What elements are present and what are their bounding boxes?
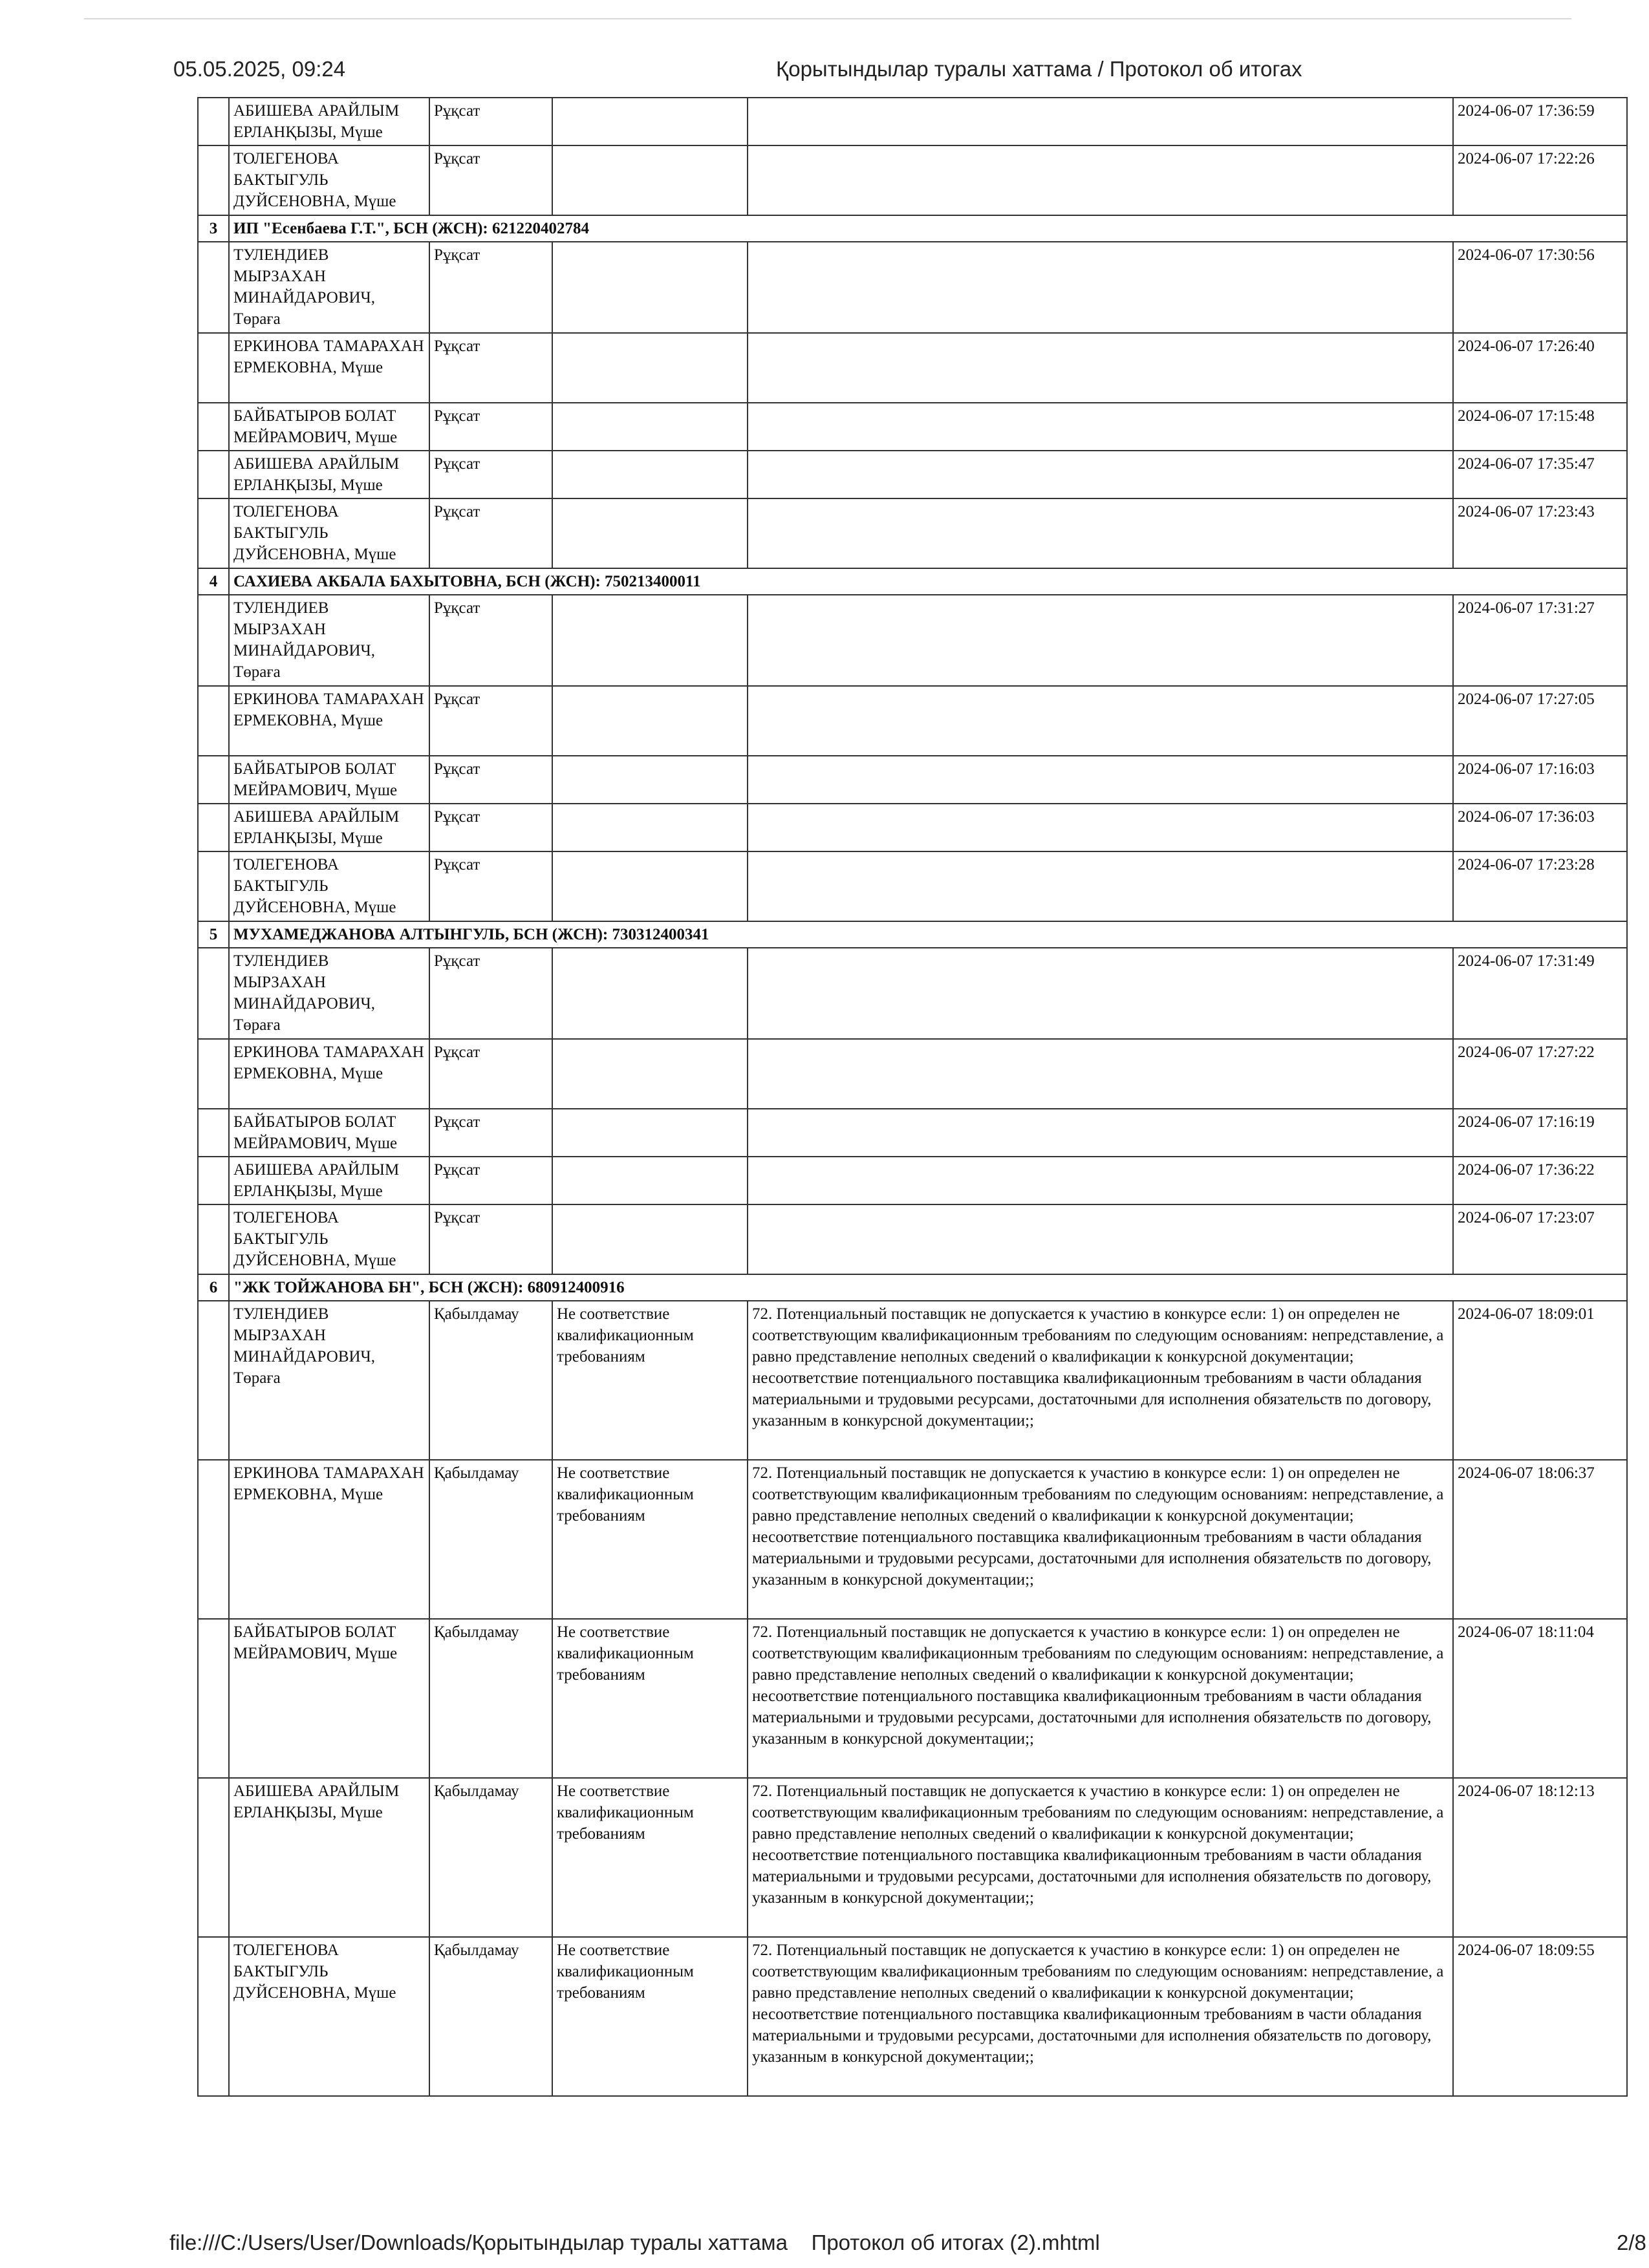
reason-cell xyxy=(552,242,748,333)
decision-cell: Рұқсат xyxy=(429,1109,552,1157)
reason-cell: Не соответствие квалификационным требованиям xyxy=(552,1460,748,1619)
member-cell: БАЙБАТЫРОВ БОЛАТ МЕЙРАМОВИЧ, Мүше xyxy=(229,1109,429,1157)
reason-cell: Не соответствие квалификационным требованиям xyxy=(552,1778,748,1937)
decision-cell: Рұқсат xyxy=(429,1204,552,1274)
table-row xyxy=(198,851,1627,921)
row-num-cell xyxy=(198,98,229,145)
decision-cell: Рұқсат xyxy=(429,333,552,403)
reason-cell xyxy=(552,804,748,851)
row-num-cell xyxy=(198,498,229,568)
decision-cell: Қабылдамау xyxy=(429,1778,552,1937)
table-row xyxy=(198,98,1627,145)
row-num-cell xyxy=(198,686,229,756)
decision-cell: Рұқсат xyxy=(429,242,552,333)
timestamp-cell: 2024-06-07 17:16:19 xyxy=(1453,1109,1627,1157)
reason-cell xyxy=(552,98,748,145)
timestamp-cell: 2024-06-07 18:09:01 xyxy=(1453,1301,1627,1460)
print-date: 05.05.2025, 09:24 xyxy=(173,57,346,81)
results-table-body xyxy=(198,98,1627,2096)
reason-cell xyxy=(552,1039,748,1109)
row-num-cell xyxy=(198,1109,229,1157)
table-row xyxy=(198,1039,1627,1109)
row-num-cell xyxy=(198,1301,229,1460)
reason-cell: Не соответствие квалификационным требованиям xyxy=(552,1301,748,1460)
member-cell: ТОЛЕГЕНОВА БАКТЫГУЛЬ ДУЙСЕНОВНА, Мүше xyxy=(229,498,429,568)
member-cell: БАЙБАТЫРОВ БОЛАТ МЕЙРАМОВИЧ, Мүше xyxy=(229,403,429,451)
reason-cell xyxy=(552,851,748,921)
timestamp-cell: 2024-06-07 17:23:28 xyxy=(1453,851,1627,921)
details-cell xyxy=(748,1157,1453,1204)
member-cell: ТУЛЕНДИЕВ МЫРЗАХАН МИНАЙДАРОВИЧ, Төраға xyxy=(229,242,429,333)
member-cell: АБИШЕВА АРАЙЛЫМ ЕРЛАНҚЫЗЫ, Мүше xyxy=(229,1157,429,1204)
member-cell: ЕРКИНОВА ТАМАРАХАН ЕРМЕКОВНА, Мүше xyxy=(229,1460,429,1619)
table-row xyxy=(198,948,1627,1039)
row-num-cell xyxy=(198,145,229,215)
member-cell: АБИШЕВА АРАЙЛЫМ ЕРЛАНҚЫЗЫ, Мүше xyxy=(229,1778,429,1937)
group-header-row xyxy=(198,921,1627,948)
group-title: САХИЕВА АКБАЛА БАХЫТОВНА, БСН (ЖСН): 750213400011 xyxy=(229,568,1627,595)
decision-cell: Рұқсат xyxy=(429,804,552,851)
row-num-cell xyxy=(198,948,229,1039)
table-row xyxy=(198,1301,1627,1460)
decision-cell: Рұқсат xyxy=(429,1157,552,1204)
table-row xyxy=(198,686,1627,756)
row-num-cell xyxy=(198,804,229,851)
decision-cell: Рұқсат xyxy=(429,403,552,451)
row-num-cell xyxy=(198,1039,229,1109)
reason-cell xyxy=(552,498,748,568)
timestamp-cell: 2024-06-07 18:12:13 xyxy=(1453,1778,1627,1937)
member-cell: ТУЛЕНДИЕВ МЫРЗАХАН МИНАЙДАРОВИЧ, Төраға xyxy=(229,595,429,686)
timestamp-cell: 2024-06-07 17:27:05 xyxy=(1453,686,1627,756)
decision-cell: Рұқсат xyxy=(429,498,552,568)
table-row xyxy=(198,1204,1627,1274)
member-cell: АБИШЕВА АРАЙЛЫМ ЕРЛАНҚЫЗЫ, Мүше xyxy=(229,451,429,498)
details-cell xyxy=(748,145,1453,215)
decision-cell: Рұқсат xyxy=(429,851,552,921)
details-cell xyxy=(748,851,1453,921)
details-cell xyxy=(748,498,1453,568)
row-num-cell xyxy=(198,451,229,498)
details-cell xyxy=(748,1204,1453,1274)
group-title: МУХАМЕДЖАНОВА АЛТЫНГУЛЬ, БСН (ЖСН): 730312400341 xyxy=(229,921,1627,948)
row-num-cell xyxy=(198,595,229,686)
member-cell: ТОЛЕГЕНОВА БАКТЫГУЛЬ ДУЙСЕНОВНА, Мүше xyxy=(229,851,429,921)
details-cell xyxy=(748,98,1453,145)
member-cell: БАЙБАТЫРОВ БОЛАТ МЕЙРАМОВИЧ, Мүше xyxy=(229,756,429,804)
table-row xyxy=(198,804,1627,851)
decision-cell: Рұқсат xyxy=(429,756,552,804)
timestamp-cell: 2024-06-07 17:27:22 xyxy=(1453,1039,1627,1109)
results-table xyxy=(197,97,1628,2097)
table-row xyxy=(198,1460,1627,1619)
details-cell xyxy=(748,948,1453,1039)
timestamp-cell: 2024-06-07 18:09:55 xyxy=(1453,1937,1627,2096)
decision-cell: Қабылдамау xyxy=(429,1301,552,1460)
timestamp-cell: 2024-06-07 17:30:56 xyxy=(1453,242,1627,333)
timestamp-cell: 2024-06-07 17:26:40 xyxy=(1453,333,1627,403)
group-header-row xyxy=(198,568,1627,595)
reason-cell xyxy=(552,333,748,403)
decision-cell: Қабылдамау xyxy=(429,1619,552,1778)
details-cell xyxy=(748,595,1453,686)
timestamp-cell: 2024-06-07 17:22:26 xyxy=(1453,145,1627,215)
decision-cell: Рұқсат xyxy=(429,451,552,498)
row-num-cell xyxy=(198,333,229,403)
details-cell xyxy=(748,686,1453,756)
member-cell: ТОЛЕГЕНОВА БАКТЫГУЛЬ ДУЙСЕНОВНА, Мүше xyxy=(229,1937,429,2096)
details-cell xyxy=(748,451,1453,498)
reason-cell xyxy=(552,451,748,498)
details-cell: 72. Потенциальный поставщик не допускается к участию в конкурсе если: 1) он определен не соответствующим квалификационным требованиям по следующим основаниям: непредставление, а равно представление неполных сведений о квалификации к конкурсной документации; несоответствие потенциального поставщика квалификационным требованиям в части обладания материальными и трудовыми ресурсами, достаточными для исполнения обязательств по договору, указанным в конкурсной документации;; xyxy=(748,1619,1453,1778)
timestamp-cell: 2024-06-07 17:15:48 xyxy=(1453,403,1627,451)
member-cell: БАЙБАТЫРОВ БОЛАТ МЕЙРАМОВИЧ, Мүше xyxy=(229,1619,429,1778)
details-cell: 72. Потенциальный поставщик не допускается к участию в конкурсе если: 1) он определен не соответствующим квалификационным требованиям по следующим основаниям: непредставление, а равно представление неполных сведений о квалификации к конкурсной документации; несоответствие потенциального поставщика квалификационным требованиям в части обладания материальными и трудовыми ресурсами, достаточными для исполнения обязательств по договору, указанным в конкурсной документации;; xyxy=(748,1937,1453,2096)
group-header-row xyxy=(198,215,1627,242)
member-cell: ТУЛЕНДИЕВ МЫРЗАХАН МИНАЙДАРОВИЧ, Төраға xyxy=(229,1301,429,1460)
group-title: "ЖК ТОЙЖАНОВА БН", БСН (ЖСН): 680912400916 xyxy=(229,1274,1627,1301)
reason-cell: Не соответствие квалификационным требованиям xyxy=(552,1619,748,1778)
member-cell: ТОЛЕГЕНОВА БАКТЫГУЛЬ ДУЙСЕНОВНА, Мүше xyxy=(229,1204,429,1274)
details-cell xyxy=(748,333,1453,403)
reason-cell xyxy=(552,1157,748,1204)
reason-cell xyxy=(552,403,748,451)
table-row xyxy=(198,1619,1627,1778)
row-num-cell xyxy=(198,756,229,804)
table-row xyxy=(198,333,1627,403)
row-num-cell xyxy=(198,1937,229,2096)
timestamp-cell: 2024-06-07 18:06:37 xyxy=(1453,1460,1627,1619)
member-cell: ЕРКИНОВА ТАМАРАХАН ЕРМЕКОВНА, Мүше xyxy=(229,686,429,756)
member-cell: ТОЛЕГЕНОВА БАКТЫГУЛЬ ДУЙСЕНОВНА, Мүше xyxy=(229,145,429,215)
group-number: 5 xyxy=(198,921,229,948)
timestamp-cell: 2024-06-07 17:31:49 xyxy=(1453,948,1627,1039)
table-row xyxy=(198,595,1627,686)
decision-cell: Рұқсат xyxy=(429,686,552,756)
group-number: 3 xyxy=(198,215,229,242)
group-number: 4 xyxy=(198,568,229,595)
details-cell xyxy=(748,242,1453,333)
timestamp-cell: 2024-06-07 17:36:22 xyxy=(1453,1157,1627,1204)
page-number: 2/8 xyxy=(1617,2231,1646,2254)
table-row xyxy=(198,1778,1627,1937)
decision-cell: Рұқсат xyxy=(429,595,552,686)
details-cell xyxy=(748,1039,1453,1109)
decision-cell: Қабылдамау xyxy=(429,1937,552,2096)
table-row xyxy=(198,451,1627,498)
reason-cell xyxy=(552,756,748,804)
table-row xyxy=(198,498,1627,568)
row-num-cell xyxy=(198,1778,229,1937)
row-num-cell xyxy=(198,851,229,921)
details-cell: 72. Потенциальный поставщик не допускается к участию в конкурсе если: 1) он определен не соответствующим квалификационным требованиям по следующим основаниям: непредставление, а равно представление неполных сведений о квалификации к конкурсной документации; несоответствие потенциального поставщика квалификационным требованиям в части обладания материальными и трудовыми ресурсами, достаточными для исполнения обязательств по договору, указанным в конкурсной документации;; xyxy=(748,1778,1453,1937)
reason-cell xyxy=(552,686,748,756)
decision-cell: Рұқсат xyxy=(429,98,552,145)
decision-cell: Рұқсат xyxy=(429,1039,552,1109)
details-cell xyxy=(748,804,1453,851)
table-row xyxy=(198,242,1627,333)
member-cell: АБИШЕВА АРАЙЛЫМ ЕРЛАНҚЫЗЫ, Мүше xyxy=(229,804,429,851)
member-cell: ЕРКИНОВА ТАМАРАХАН ЕРМЕКОВНА, Мүше xyxy=(229,333,429,403)
timestamp-cell: 2024-06-07 17:31:27 xyxy=(1453,595,1627,686)
reason-cell xyxy=(552,595,748,686)
row-num-cell xyxy=(198,1157,229,1204)
reason-cell xyxy=(552,145,748,215)
timestamp-cell: 2024-06-07 17:36:59 xyxy=(1453,98,1627,145)
page-title: Қорытындылар туралы хаттама / Протокол об итогах xyxy=(776,57,1302,81)
timestamp-cell: 2024-06-07 18:11:04 xyxy=(1453,1619,1627,1778)
table-row xyxy=(198,403,1627,451)
table-row xyxy=(198,1937,1627,2096)
table-row xyxy=(198,1109,1627,1157)
details-cell xyxy=(748,1109,1453,1157)
row-num-cell xyxy=(198,242,229,333)
decision-cell: Қабылдамау xyxy=(429,1460,552,1619)
timestamp-cell: 2024-06-07 17:36:03 xyxy=(1453,804,1627,851)
details-cell xyxy=(748,403,1453,451)
details-cell: 72. Потенциальный поставщик не допускается к участию в конкурсе если: 1) он определен не соответствующим квалификационным требованиям по следующим основаниям: непредставление, а равно представление неполных сведений о квалификации к конкурсной документации; несоответствие потенциального поставщика квалификационным требованиям в части обладания материальными и трудовыми ресурсами, достаточными для исполнения обязательств по договору, указанным в конкурсной документации;; xyxy=(748,1301,1453,1460)
timestamp-cell: 2024-06-07 17:35:47 xyxy=(1453,451,1627,498)
scan-edge-line xyxy=(84,18,1571,19)
row-num-cell xyxy=(198,403,229,451)
member-cell: АБИШЕВА АРАЙЛЫМ ЕРЛАНҚЫЗЫ, Мүше xyxy=(229,98,429,145)
timestamp-cell: 2024-06-07 17:16:03 xyxy=(1453,756,1627,804)
timestamp-cell: 2024-06-07 17:23:43 xyxy=(1453,498,1627,568)
member-cell: ЕРКИНОВА ТАМАРАХАН ЕРМЕКОВНА, Мүше xyxy=(229,1039,429,1109)
group-title: ИП "Есенбаева Г.Т.", БСН (ЖСН): 621220402784 xyxy=(229,215,1627,242)
member-cell: ТУЛЕНДИЕВ МЫРЗАХАН МИНАЙДАРОВИЧ, Төраға xyxy=(229,948,429,1039)
table-row xyxy=(198,756,1627,804)
timestamp-cell: 2024-06-07 17:23:07 xyxy=(1453,1204,1627,1274)
reason-cell: Не соответствие квалификационным требованиям xyxy=(552,1937,748,2096)
reason-cell xyxy=(552,948,748,1039)
reason-cell xyxy=(552,1204,748,1274)
file-path: file:///C:/Users/User/Downloads/Қорытындылар туралы хаттама Протокол об итогах (2).mhtml xyxy=(169,2231,1100,2254)
group-number: 6 xyxy=(198,1274,229,1301)
row-num-cell xyxy=(198,1460,229,1619)
table-row xyxy=(198,1157,1627,1204)
table-row xyxy=(198,145,1627,215)
group-header-row xyxy=(198,1274,1627,1301)
decision-cell: Рұқсат xyxy=(429,948,552,1039)
reason-cell xyxy=(552,1109,748,1157)
row-num-cell xyxy=(198,1619,229,1778)
details-cell xyxy=(748,756,1453,804)
row-num-cell xyxy=(198,1204,229,1274)
decision-cell: Рұқсат xyxy=(429,145,552,215)
details-cell: 72. Потенциальный поставщик не допускается к участию в конкурсе если: 1) он определен не соответствующим квалификационным требованиям по следующим основаниям: непредставление, а равно представление неполных сведений о квалификации к конкурсной документации; несоответствие потенциального поставщика квалификационным требованиям в части обладания материальными и трудовыми ресурсами, достаточными для исполнения обязательств по договору, указанным в конкурсной документации;; xyxy=(748,1460,1453,1619)
